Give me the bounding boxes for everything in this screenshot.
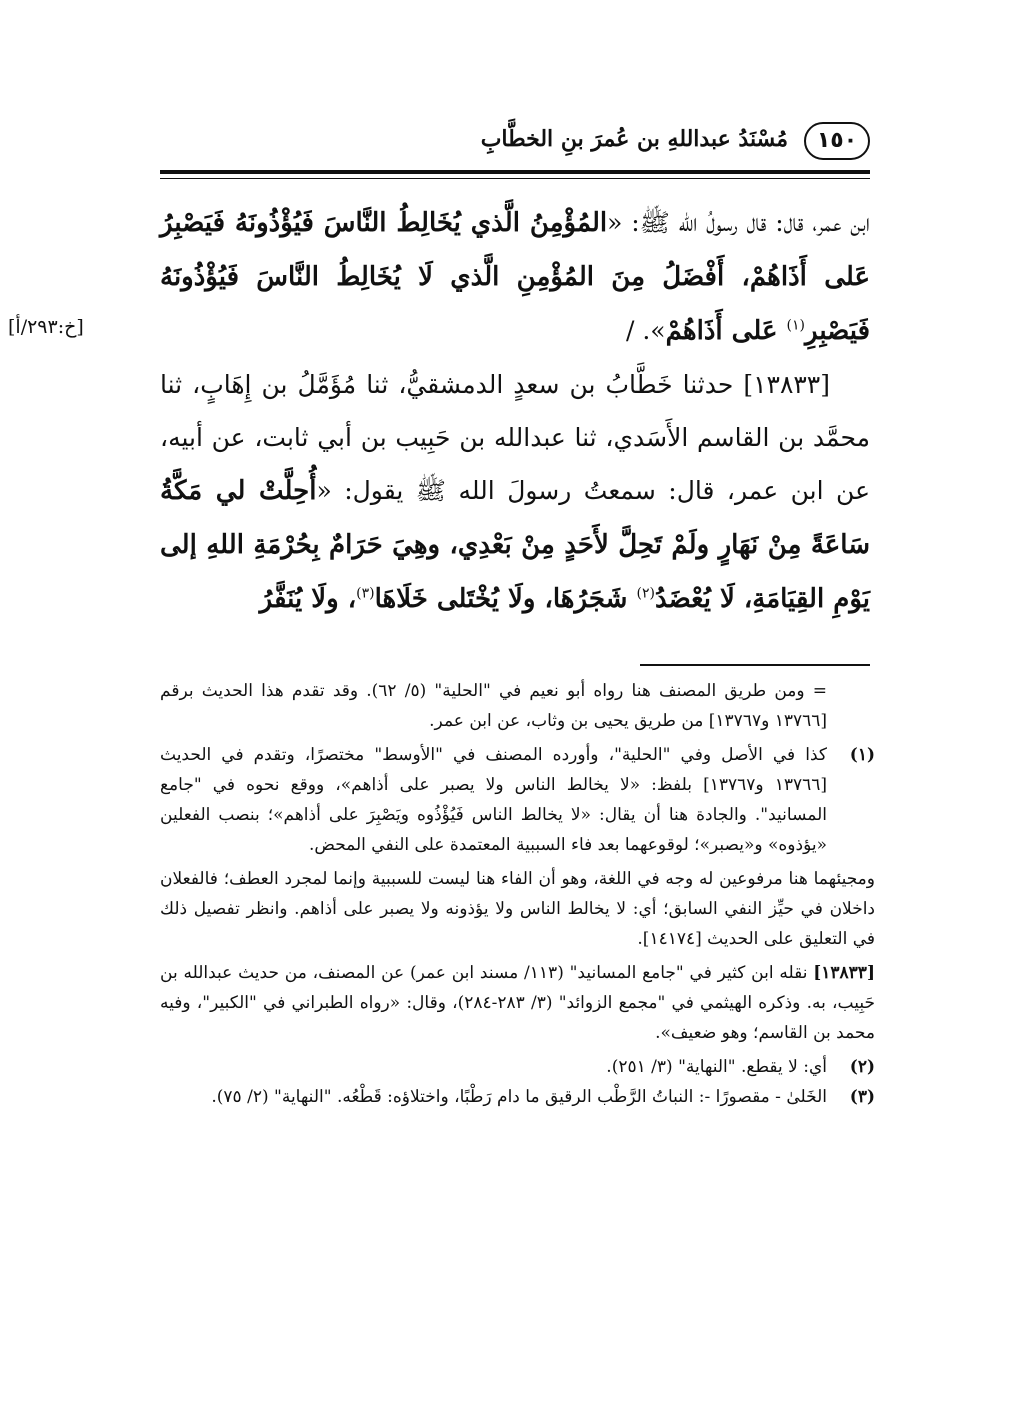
footnote-1-para-2: ومجيئهما هنا مرفوعين له وجه في اللغة، وهو أن الفاء هنا ليست للسببية وإنما لمجرد العطف؛ فالفعلان داخلان في حيِّز النفي السابق؛ أي: لا يخالط الناس ولا يؤذونه ولا يصبر على أذاهم. وانظر تفصيل ذلك في التعليق على الحديث [١٤١٧٤]. (160, 869, 875, 949)
footnote-13833-text: نقله ابن كثير في "جامع المسانيد" (١١٣/ مسند ابن عمر) عن المصنف، من حديث عبدالله بن حَبِيب، به. وذكره الهيثمي في "مجمع الزوائد" (٣/ ٢٨٣-٢٨٤)، وقال: «رواه الطبراني في "الكبير"، وفيه محمد بن القاسم؛ وهو ضعيف». (160, 963, 875, 1043)
para2-hadith-c: ، ولَا يُنَفَّرُ (259, 584, 357, 614)
footnote-2-marker: (٢) (849, 1057, 875, 1077)
footnote-3-text: الخَلىٰ - مقصورًا -: النباتُ الرَّطْب الرقيق ما دام رَطْبًا، واختلاؤه: قَطْعُه. "النهاية" (٢/ ٧٥). (211, 1087, 827, 1107)
footnote-13833-marker: [١٣٨٣٣] (813, 963, 875, 983)
footnote-continuation-text: = ومن طريق المصنف هنا رواه أبو نعيم في "الحلية" (٥/ ٦٢). وقد تقدم هذا الحديث برقم [١٣٧٦٦ و١٣٧٦٧] من طريق يحيى بن وثاب، عن ابن عمر. (160, 681, 828, 731)
footnote-1 (160, 740, 875, 860)
footnote-ref-3[interactable]: (٣) (356, 585, 375, 602)
footnotes (160, 676, 875, 1112)
footnote-1-para-1: كذا في الأصل وفي "الحلية"، وأورده المصنف في "الأوسط" مختصرًا، وتقدم في الحديث [١٣٧٦٦ و١٣٧٦٧] بلفظ: «لا يخالط الناس ولا يصبر على أذاهم»، ووقع نحوه في "جامع المسانيد". والجادة هنا أن يقال: «لا يخالط الناس فَيُؤْذُوه ويَصْبِرَ على أذاهم»؛ بنصب الفعلين «يؤذوه» و«يصبر»؛ لوقوعهما بعد فاء السببية المعتمدة على النفي المحض. (160, 745, 827, 855)
footnote-13833 (160, 958, 875, 1048)
para2-isnad: حدثنا خَطَّابُ بن سعدٍ الدمشقيُّ، ثنا مُؤَمَّلُ بن إِهَابٍ، ثنا محمَّد بن القاسم الأَسَدي، ثنا عبدالله بن حَبِيب بن أبي ثابت، عن أبيه، عن ابن عمر، قال: سمعتُ رسولَ الله ﷺ يقول: « (160, 370, 871, 505)
footnote-ref-1[interactable]: (١) (786, 317, 805, 334)
footnote-3-marker: (٣) (849, 1087, 875, 1107)
para1-hadith-a: المُؤْمِنُ الَّذي يُخَالِطُ النَّاسَ فَيُؤْذُونَهُ فَيَصْبِرُ عَلى أَذَاهُمْ، أَفْضَلُ مِنَ المُؤْمِنِ الَّذي لَا يُخَالِطُ النَّاسَ فَيُؤْذُونَهُ فَيَصْبِرِ (160, 208, 870, 346)
footnote-2-text: أي: لا يقطع. "النهاية" (٣/ ٢٥١). (606, 1057, 827, 1077)
hadith-paragraph-2 (160, 358, 870, 626)
para1-closing: ». / (625, 316, 666, 345)
footnote-3 (160, 1082, 875, 1112)
footnote-1-marker: (١) (849, 745, 875, 765)
hadith-paragraph-1 (160, 196, 870, 358)
footnote-separator (640, 664, 870, 666)
main-text (160, 196, 870, 626)
hadith-number: [١٣٨٣٣] (743, 370, 830, 399)
para1-intro: ابن عمر، قال: قال رسولُ الله ﷺ: « (607, 208, 870, 237)
footnote-2 (160, 1052, 875, 1082)
para2-hadith-b: شَجَرُهَا، ولَا يُخْتَلى خَلَاهَا (374, 584, 637, 614)
page-number: ١٥٠ (804, 122, 870, 160)
page-header (160, 118, 870, 168)
para1-hadith-b: عَلى أَذَاهُمْ (665, 316, 787, 346)
header-rule-thin (160, 178, 870, 179)
manuscript-folio-note: [خ:٢٩٣/أ] (8, 316, 84, 338)
footnote-continuation (160, 676, 875, 736)
running-title: مُسْنَدُ عبداللهِ بن عُمرَ بنِ الخطَّابِ (480, 126, 788, 152)
footnote-ref-2[interactable]: (٢) (636, 585, 655, 602)
para2-hadith-a: أُحِلَّتْ لي مَكَّةُ سَاعَةً مِنْ نَهَارٍ ولَمْ تَحِلَّ لأَحَدٍ مِنْ بَعْدِي، وهِيَ حَرَامٌ بِحُرْمَةِ اللهِ إلى يَوْمِ القِيَامَةِ، لَا يُعْضَدُ (160, 476, 870, 614)
header-rule-thick (160, 170, 870, 174)
